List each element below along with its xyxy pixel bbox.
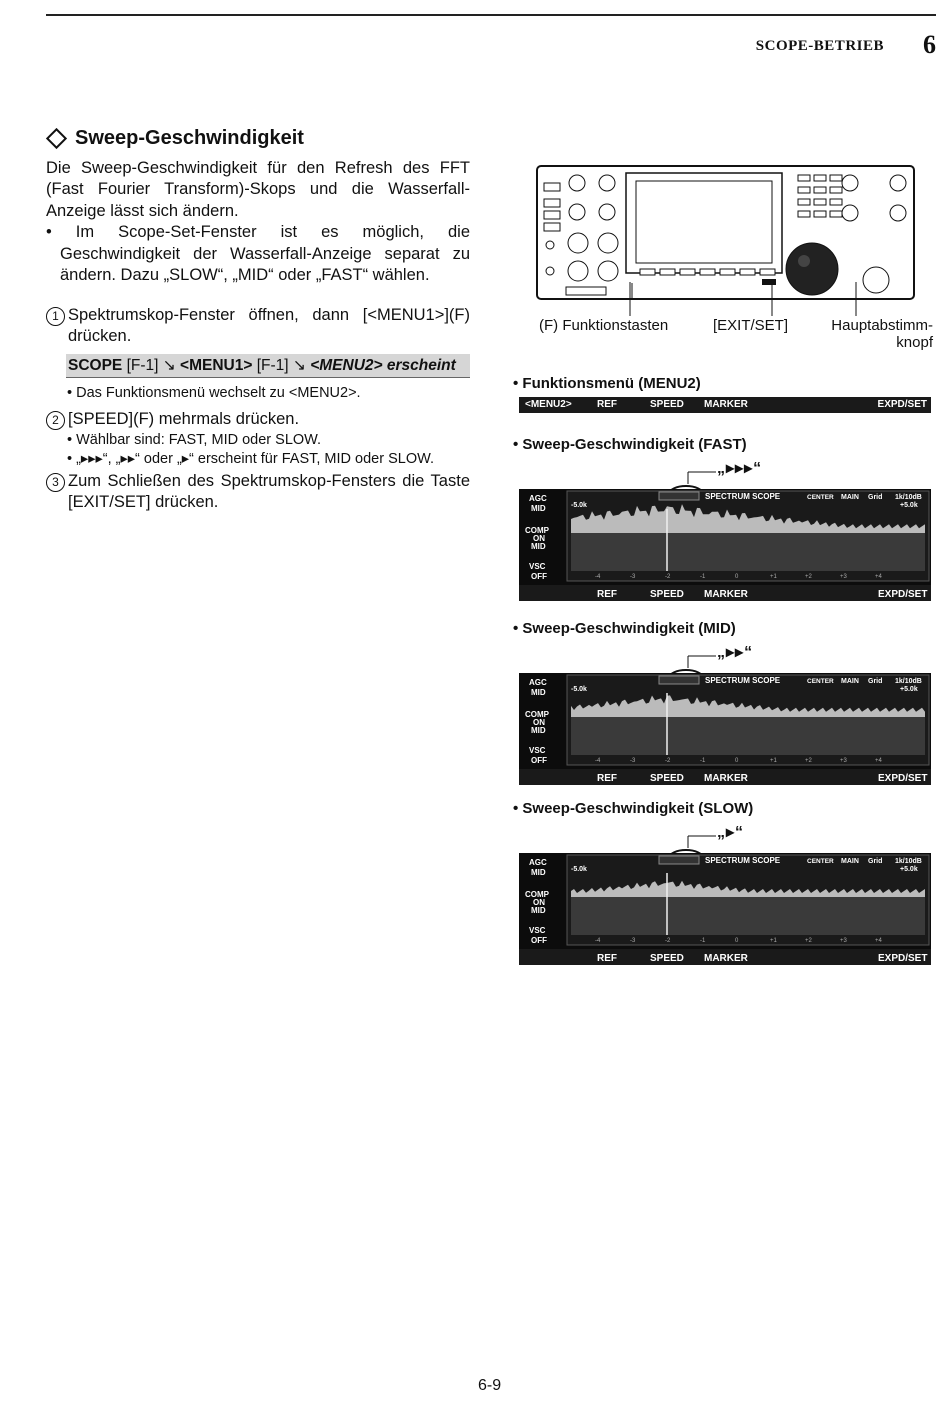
intro-bullet: • Im Scope-Set-Fenster ist es möglich, die Geschwindigkeit der Wasserfall-Anzeige separat zu ändern. Dazu „SLOW“, „MID“ oder „FAST“ wählen. [46, 223, 470, 284]
menu-item-marker: MARKER [704, 399, 748, 410]
menu-item-speed: SPEED [650, 773, 684, 784]
scope-tick: 0 [735, 758, 739, 764]
sequence-scope: SCOPE [68, 356, 123, 374]
menu-item-menu2: <MENU2> [525, 399, 572, 410]
scope-title: SPECTRUM SCOPE [705, 856, 781, 865]
scope-tick: -1 [700, 758, 706, 764]
menu-item-speed: SPEED [650, 953, 684, 964]
speed-indicator-label: „▸▸▸“ [717, 460, 763, 477]
side-vsc: VSC [529, 562, 546, 571]
menu-item-ref: REF [597, 399, 617, 410]
side-vsc-value: OFF [531, 756, 547, 765]
side-comp: COMP [525, 526, 549, 535]
step-text: [SPEED](F) mehrmals drücken. [68, 410, 300, 428]
scope-tick: -3 [630, 938, 636, 944]
spectrum-display [519, 489, 931, 601]
scope-tick: +2 [805, 938, 812, 944]
step1-note: • Das Funktionsmenü wechselt zu <MENU2>. [67, 385, 361, 401]
scope-center: CENTER [807, 858, 834, 865]
side-comp-value: MID [531, 906, 546, 915]
waterfall [571, 897, 925, 935]
side-agc-value: MID [531, 688, 546, 697]
page-number: 6-9 [478, 1377, 502, 1394]
step-1 [46, 305, 470, 348]
callout-function-keys: (F) Funktionstasten [539, 317, 669, 334]
scope-heading: • Sweep-Geschwindigkeit (MID) [513, 620, 736, 637]
step-2 [46, 409, 470, 431]
sequence-f1-a: [F-1] ↘ [122, 356, 181, 374]
side-vsc-value: OFF [531, 936, 547, 945]
step-text: Spektrumskop-Fenster öffnen, dann [<MENU1>](F) drücken. [68, 305, 470, 345]
scope-center: CENTER [807, 678, 834, 685]
speed-indicator [659, 676, 699, 684]
sequence-menu1: <MENU1> [180, 356, 253, 374]
speed-indicator-label: „▸▸“ [717, 644, 754, 661]
diamond-icon [46, 128, 67, 149]
step2-note: • „▸▸▸“, „▸▸“ oder „▸“ erscheint für FAST, MID oder SLOW. [67, 450, 435, 467]
scope-span-right: +5.0k [900, 686, 918, 693]
scope-tick: -2 [665, 938, 671, 944]
scope-main: MAIN [841, 678, 859, 685]
menu-item-expd-set: EXPD/SET [877, 399, 927, 410]
scope-ref: 1k/10dB [895, 494, 922, 501]
menu-item-ref: REF [597, 589, 617, 600]
scope-tick: +4 [875, 758, 882, 764]
scope-tick: -3 [630, 574, 636, 580]
side-comp-state: ON [533, 718, 545, 727]
scope-tick: -4 [595, 938, 601, 944]
scope-tick: +3 [840, 758, 847, 764]
menu-item-marker: MARKER [704, 773, 748, 784]
side-comp: COMP [525, 710, 549, 719]
scope-span-left: -5.0k [571, 866, 587, 873]
scope-tick: -2 [665, 758, 671, 764]
scope-span-left: -5.0k [571, 686, 587, 693]
sequence-f1-b: [F-1] ↘ [252, 356, 311, 374]
scope-main: MAIN [841, 494, 859, 501]
scope-ref: 1k/10dB [895, 858, 922, 865]
menu-item-ref: REF [597, 953, 617, 964]
menu-item-expd-set: EXPD/SET [878, 773, 928, 784]
scope-tick: -1 [700, 938, 706, 944]
side-vsc: VSC [529, 746, 546, 755]
callout-leader-lines [600, 280, 900, 320]
waterfall [571, 533, 925, 571]
side-vsc: VSC [529, 926, 546, 935]
scope-tick: -1 [700, 574, 706, 580]
chapter-number: 6 [923, 30, 936, 59]
menu2-bar [519, 397, 931, 413]
scope-screen [519, 853, 931, 965]
scope-span-right: +5.0k [900, 502, 918, 509]
menu2-heading: • Funktionsmenü (MENU2) [513, 375, 701, 392]
scope-title: SPECTRUM SCOPE [705, 492, 781, 501]
scope-screen [519, 673, 931, 785]
step2-note: • Wählbar sind: FAST, MID oder SLOW. [67, 431, 322, 448]
step-number: 2 [46, 411, 65, 430]
menu-item-marker: MARKER [704, 953, 748, 964]
side-agc: AGC [529, 678, 547, 687]
side-comp-state: ON [533, 898, 545, 907]
speed-indicator [659, 492, 699, 500]
side-agc: AGC [529, 858, 547, 867]
spectrum-display [519, 673, 931, 785]
step-3 [46, 471, 470, 514]
header-rule [46, 14, 936, 16]
menu-item-ref: REF [597, 773, 617, 784]
scope-tick: 0 [735, 938, 739, 944]
menu-item-expd-set: EXPD/SET [878, 953, 928, 964]
menu-item-expd-set: EXPD/SET [878, 589, 928, 600]
spectrum-display [519, 853, 931, 965]
section-title: Sweep-Geschwindigkeit [75, 127, 304, 149]
scope-tick: +3 [840, 938, 847, 944]
callout-main-dial: Hauptabstimm-knopf [831, 317, 933, 351]
side-comp-state: ON [533, 534, 545, 543]
step-number: 1 [46, 307, 65, 326]
side-comp-value: MID [531, 726, 546, 735]
scope-tick: +3 [840, 574, 847, 580]
section-heading [46, 128, 470, 150]
side-agc-value: MID [531, 504, 546, 513]
menu-item-speed: SPEED [650, 589, 684, 600]
step-number: 3 [46, 473, 65, 492]
sequence-menu2: <MENU2> erscheint [310, 356, 456, 374]
scope-tick: +4 [875, 938, 882, 944]
waterfall [571, 717, 925, 755]
scope-heading: • Sweep-Geschwindigkeit (FAST) [513, 436, 747, 453]
scope-center: CENTER [807, 494, 834, 501]
scope-tick: +4 [875, 574, 882, 580]
scope-screen [519, 489, 931, 601]
scope-tick: -2 [665, 574, 671, 580]
speed-indicator [659, 856, 699, 864]
scope-grid: Grid [868, 858, 883, 865]
side-agc-value: MID [531, 868, 546, 877]
scope-tick: -4 [595, 758, 601, 764]
chapter-title: SCOPE-BETRIEB [755, 38, 884, 54]
speed-indicator-label: „▸“ [717, 824, 745, 841]
scope-grid: Grid [868, 678, 883, 685]
scope-tick: +1 [770, 938, 777, 944]
scope-tick: +2 [805, 758, 812, 764]
side-comp-value: MID [531, 542, 546, 551]
scope-title: SPECTRUM SCOPE [705, 676, 781, 685]
callout-exit-set: [EXIT/SET] [713, 317, 789, 334]
step-text: Zum Schließen des Spektrumskop-Fensters die Taste [EXIT/SET] drücken. [68, 471, 470, 511]
scope-tick: +1 [770, 574, 777, 580]
side-vsc-value: OFF [531, 572, 547, 581]
scope-heading: • Sweep-Geschwindigkeit (SLOW) [513, 800, 754, 817]
instructions-column [46, 128, 470, 514]
scope-ref: 1k/10dB [895, 678, 922, 685]
scope-grid: Grid [868, 494, 883, 501]
menu-item-marker: MARKER [704, 589, 748, 600]
side-agc: AGC [529, 494, 547, 503]
scope-span-left: -5.0k [571, 502, 587, 509]
scope-tick: 0 [735, 574, 739, 580]
key-sequence [66, 354, 470, 379]
scope-tick: +2 [805, 574, 812, 580]
scope-tick: -4 [595, 574, 601, 580]
scope-span-right: +5.0k [900, 866, 918, 873]
scope-main: MAIN [841, 858, 859, 865]
scope-tick: +1 [770, 758, 777, 764]
side-comp: COMP [525, 890, 549, 899]
intro-paragraph: Die Sweep-Geschwindigkeit für den Refresh des FFT (Fast Fourier Transform)-Skops und die Wasserfall-Anzeige lässt sich ändern. [46, 158, 470, 220]
scope-tick: -3 [630, 758, 636, 764]
menu-item-speed: SPEED [650, 399, 684, 410]
